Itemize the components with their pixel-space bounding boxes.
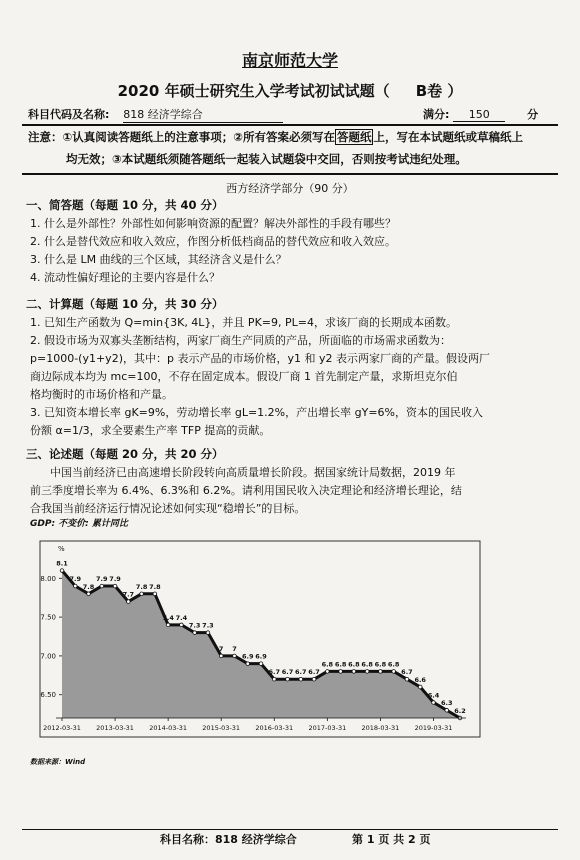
data-point xyxy=(219,654,223,658)
data-point xyxy=(246,662,250,666)
x-tick-label: 2017-03-31 xyxy=(308,724,347,732)
data-label: 6.8 xyxy=(348,660,360,669)
data-label: 6.8 xyxy=(321,660,334,669)
data-label: 7 xyxy=(218,644,224,653)
data-label: 6.7 xyxy=(295,668,307,677)
data-point xyxy=(87,592,91,596)
section2-line-7: 份额 α=1/3，求全要素生产率 TFP 提高的贡献。 xyxy=(30,424,271,437)
section3-heading: 三、论述题（每题 20 分，共 20 分） xyxy=(26,447,224,461)
data-label: 6.8 xyxy=(361,660,373,669)
data-label: 7.4 xyxy=(162,613,174,622)
section2-line-2: 2. 假设市场为双寡头垄断结构，两家厂商生产同质的产品，所面临的市场需求函数为： xyxy=(30,334,451,347)
data-label: 7.8 xyxy=(82,582,95,591)
data-label: 6.7 xyxy=(281,668,294,677)
subject-code-row: 科目代码及名称: 818 经济学综合 xyxy=(28,106,283,123)
data-point xyxy=(418,685,422,689)
data-point xyxy=(233,654,237,658)
data-point xyxy=(259,662,263,666)
data-point xyxy=(445,708,449,712)
section3-line-1: 中国当前经济已由高速增长阶段转向高质量增长阶段。据国家统计局数据，2019 年 xyxy=(50,466,456,479)
section1-item-3: 3. 什么是 LM 曲线的三个区域，其经济含义是什么？ xyxy=(30,253,287,266)
exam-title: 2020 年硕士研究生入学考试初试试题（ B卷 ） xyxy=(117,82,463,100)
data-label: 6.8 xyxy=(334,660,347,669)
part-title: 西方经济学部分（90 分） xyxy=(226,182,354,195)
data-label: 6.7 xyxy=(268,668,281,677)
section2-line-6: 3. 已知资本增长率 gK=9%，劳动增长率 gL=1.2%，产出增长率 gY=6%，资本的国民收入 xyxy=(30,406,483,419)
x-tick-label: 2013-03-31 xyxy=(96,724,134,732)
data-label: 6.9 xyxy=(241,652,254,661)
section2-line-3: p=1000-(y1+y2)，其中：p 表示产品的市场价格，y1 和 y2 表示两家厂商的产量。假设两厂 xyxy=(30,352,490,365)
full-score-value: 150 xyxy=(453,108,505,122)
data-label: 6.8 xyxy=(374,660,387,669)
data-label: 7.9 xyxy=(69,575,82,584)
gdp-growth-chart xyxy=(0,535,580,775)
data-label: 6.7 xyxy=(308,668,320,677)
data-label: 7.3 xyxy=(202,621,214,630)
data-point xyxy=(206,631,210,635)
data-point xyxy=(127,600,131,604)
data-label: 7.3 xyxy=(188,621,201,630)
data-label: 8.1 xyxy=(56,559,68,568)
section1-heading: 一、简答题（每题 10 分，共 40 分） xyxy=(26,198,224,212)
section3-line-3: 合我国当前经济运行情况论述如何实现“稳增长”的目标。 xyxy=(30,502,306,515)
chart-caption: GDP: 不变价: 累计同比 xyxy=(30,519,128,529)
data-point xyxy=(60,569,64,573)
data-point xyxy=(392,670,396,674)
section1-item-1: 1. 什么是外部性？外部性如何影响资源的配置？解决外部性的手段有哪些？ xyxy=(30,217,396,230)
data-label: 6.4 xyxy=(427,691,440,700)
data-point xyxy=(365,670,369,674)
y-unit-label: % xyxy=(58,545,65,553)
data-point xyxy=(180,623,184,627)
footer-subject: 科目名称：818 经济学综合 xyxy=(160,833,297,846)
data-point xyxy=(166,623,170,627)
x-tick-label: 2016-03-31 xyxy=(255,724,294,732)
data-point xyxy=(100,584,104,588)
data-point xyxy=(405,677,409,681)
subject-code-name: 818 经济学综合 xyxy=(123,106,283,123)
data-point xyxy=(140,592,144,596)
notice-divider xyxy=(22,173,558,175)
data-point xyxy=(113,584,117,588)
x-tick-label: 2015-03-31 xyxy=(202,724,241,732)
data-point xyxy=(299,677,303,681)
volume-label: B卷 xyxy=(415,82,443,100)
footer-page: 第 1 页 共 2 页 xyxy=(352,833,431,846)
school-name: 南京师范大学 xyxy=(241,51,338,70)
data-label: 7.4 xyxy=(175,613,188,622)
x-tick-label: 2012-03-31 xyxy=(43,724,81,732)
x-tick-label: 2014-03-31 xyxy=(149,724,188,732)
section3-line-2: 前三季度增长率为 6.4%、6.3%和 6.2%。请利用国民收入决定理论和经济增长理论，结 xyxy=(30,484,462,497)
notice-line-1: 注意：①认真阅读答题纸上的注意事项；②所有答案必须写在 答题纸 上，写在本试题纸或草稿纸上 xyxy=(28,130,523,144)
data-label: 7.9 xyxy=(109,575,121,584)
data-label: 6.9 xyxy=(255,652,267,661)
chart-source: 数据来源：Wind xyxy=(30,758,86,766)
x-tick-label: 2019-03-31 xyxy=(414,724,453,732)
data-point xyxy=(326,670,330,674)
data-point xyxy=(379,670,383,674)
data-label: 7 xyxy=(232,644,237,653)
notice-line-2: 均无效；③本试题纸须随答题纸一起装入试题袋中交回，否则按考试违纪处理。 xyxy=(66,152,467,166)
y-tick-label: 6.50 xyxy=(40,691,56,700)
data-label: 6.6 xyxy=(414,675,426,684)
data-label: 7.8 xyxy=(149,582,161,591)
data-point xyxy=(339,670,343,674)
data-label: 6.8 xyxy=(387,660,400,669)
data-point xyxy=(193,631,197,635)
data-label: 6.3 xyxy=(440,699,453,708)
y-tick-label: 7.50 xyxy=(40,613,56,622)
footer-divider xyxy=(22,829,558,830)
data-point xyxy=(272,677,276,681)
section1-item-2: 2. 什么是替代效应和收入效应，作图分析低档商品的替代效应和收入效应。 xyxy=(30,235,396,248)
section1-item-4: 4. 流动性偏好理论的主要内容是什么？ xyxy=(30,271,220,284)
data-point xyxy=(432,701,436,705)
section2-line-1: 1. 已知生产函数为 Q=min{3K, 4L}，并且 PK=9, PL=4，求该厂商的长期成本函数。 xyxy=(30,316,457,329)
section2-line-4: 商边际成本均为 mc=100，不存在固定成本。假设厂商 1 首先制定产量，求斯坦克尔伯 xyxy=(30,370,458,383)
full-score-row: 满分: 150 分 xyxy=(423,108,539,121)
data-point xyxy=(153,592,157,596)
data-label: 7.7 xyxy=(122,590,135,599)
data-point xyxy=(352,670,356,674)
y-tick-label: 8.00 xyxy=(40,574,56,583)
x-tick-label: 2018-03-31 xyxy=(361,724,400,732)
data-label: 7.9 xyxy=(96,575,108,584)
y-tick-label: 7.00 xyxy=(40,652,56,661)
data-label: 6.2 xyxy=(454,707,466,715)
header-divider xyxy=(22,124,558,126)
data-label: 7.8 xyxy=(135,582,148,591)
section2-line-5: 格均衡时的市场价格和产量。 xyxy=(30,388,173,401)
data-label: 6.7 xyxy=(401,668,413,677)
data-point xyxy=(312,677,316,681)
section2-heading: 二、计算题（每题 10 分，共 30 分） xyxy=(26,297,224,311)
data-point xyxy=(73,584,77,588)
data-point xyxy=(286,677,290,681)
